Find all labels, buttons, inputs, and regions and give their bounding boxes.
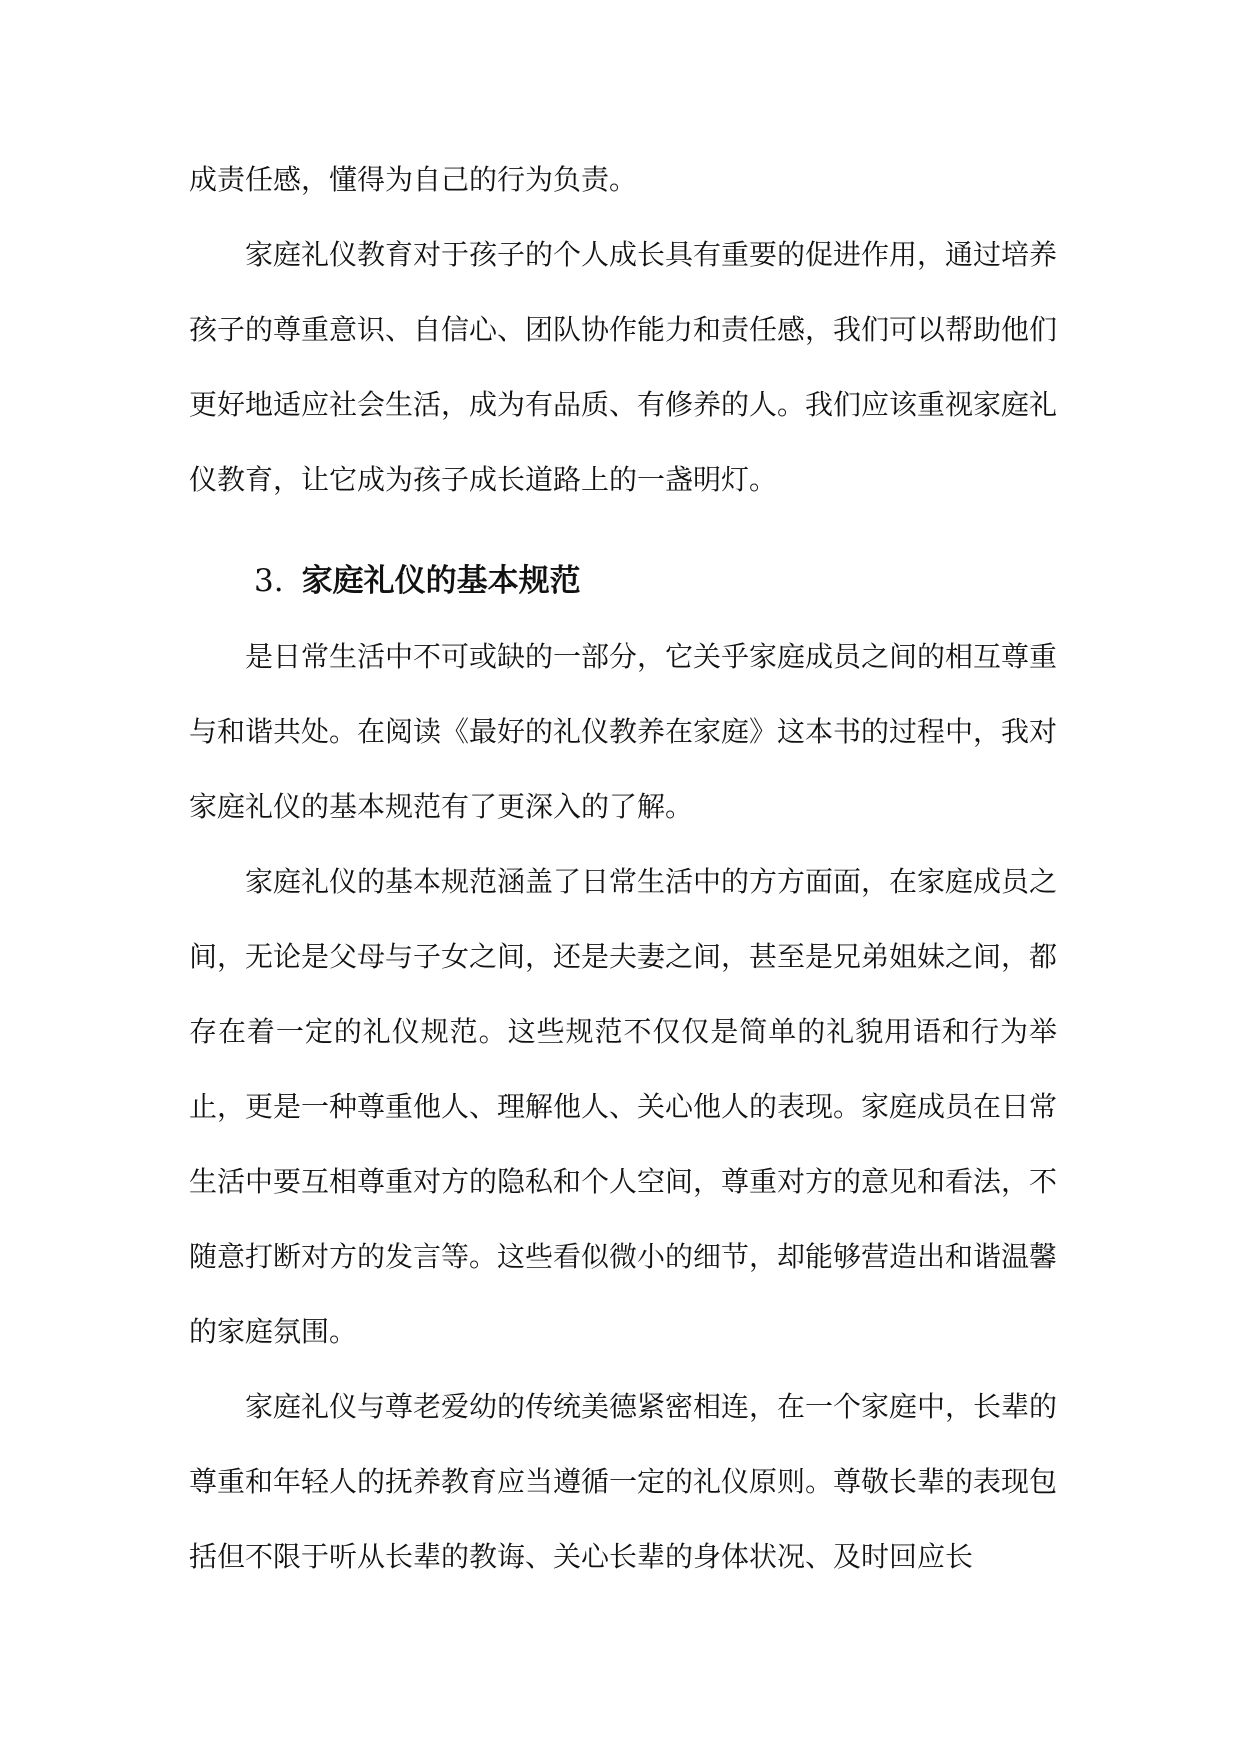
section-heading bbox=[189, 544, 1057, 619]
paragraph: 是日常生活中不可或缺的一部分，它关乎家庭成员之间的相互尊重与和谐共处。在阅读《最好的礼仪教养在家庭》这本书的过程中，我对家庭礼仪的基本规范有了更深入的了解。 bbox=[189, 640, 1058, 823]
paragraph: 家庭礼仪的基本规范涵盖了日常生活中的方方面面，在家庭成员之间，无论是父母与子女之间，还是夫妻之间，甚至是兄弟姐妹之间，都存在着一定的礼仪规范。这些规范不仅仅是简单的礼貌用语和行为举止，更是一种尊重他人、理解他人、关心他人的表现。家庭成员在日常生活中要互相尊重对方的隐私和个人空间，尊重对方的意见和看法，不随意打断对方的发言等。这些看似微小的细节，却能够营造出和谐温馨的家庭氛围。 bbox=[189, 865, 1058, 1348]
section-number: 3. bbox=[254, 563, 284, 599]
paragraph-continuation: 成责任感，懂得为自己的行为负责。 bbox=[189, 163, 638, 196]
paragraph: 家庭礼仪与尊老爱幼的传统美德紧密相连，在一个家庭中，长辈的尊重和年轻人的抚养教育应当遵循一定的礼仪原则。尊敬长辈的表现包括但不限于听从长辈的教诲、关心长辈的身体状况、及时回应长 bbox=[189, 1390, 1058, 1573]
section-title: 家庭礼仪的基本规范 bbox=[301, 563, 581, 599]
document-body bbox=[189, 142, 1057, 1594]
paragraph: 家庭礼仪教育对于孩子的个人成长具有重要的促进作用，通过培养孩子的尊重意识、自信心、团队协作能力和责任感，我们可以帮助他们更好地适应社会生活，成为有品质、有修养的人。我们应该重视家庭礼仪教育，让它成为孩子成长道路上的一盏明灯。 bbox=[189, 238, 1058, 496]
